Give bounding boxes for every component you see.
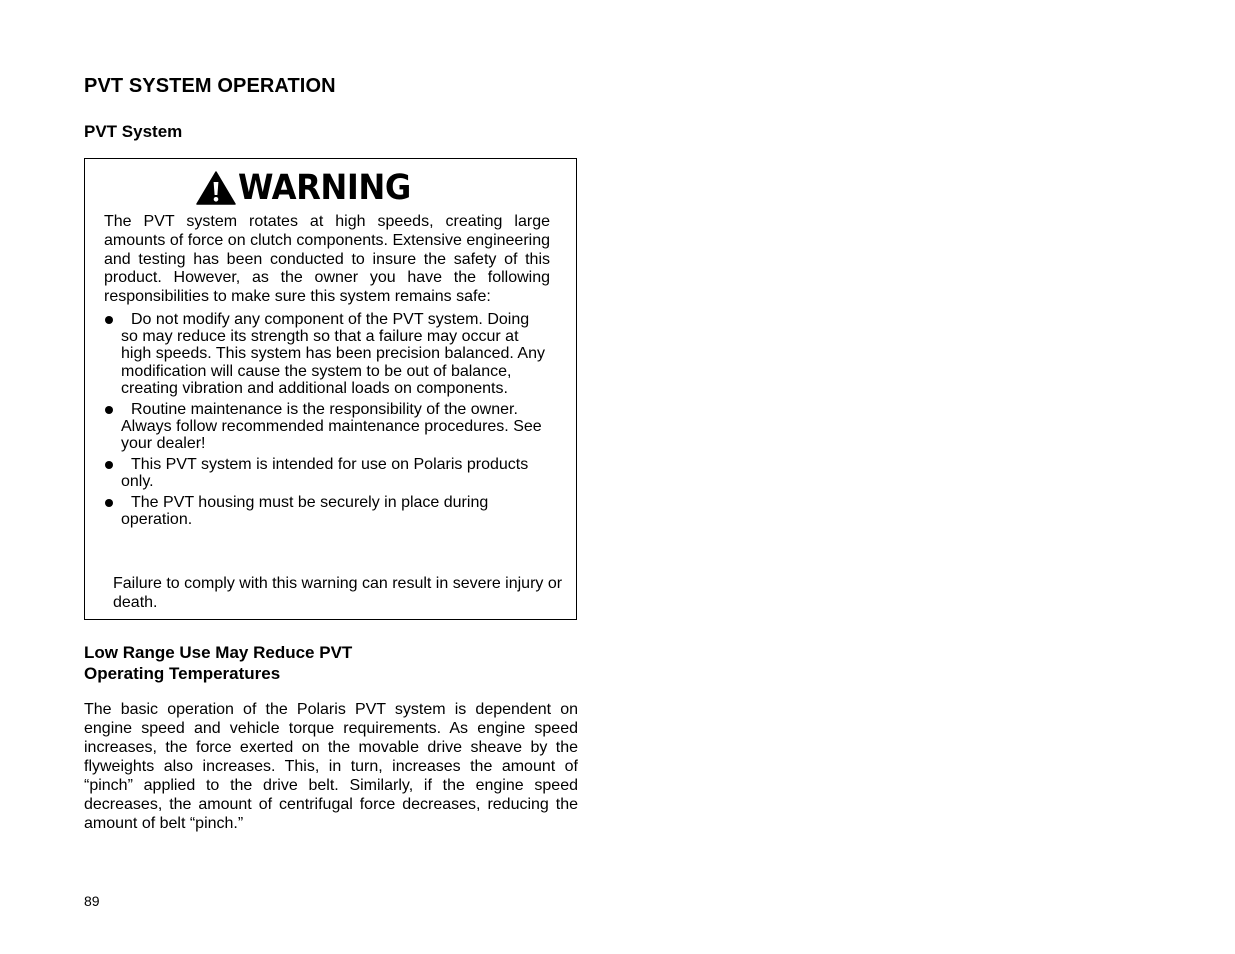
bullet-text: Do not modify any component of the PVT system. Doing so may reduce its strength so that a failure may occur at high speeds. This system has been precision balanced. Any modification will cause the system to be out of balance, creating vibration and additional loads on components. xyxy=(121,311,545,397)
low-range-title-line2: Operating Temperatures xyxy=(84,664,281,683)
warning-box xyxy=(84,158,577,620)
bullet-dot-icon xyxy=(105,406,113,414)
page-title: PVT SYSTEM OPERATION xyxy=(84,75,336,97)
bullet-dot-icon xyxy=(105,316,113,324)
warning-label: WARNING xyxy=(238,168,411,208)
low-range-title-line1: Low Range Use May Reduce PVT xyxy=(84,643,353,662)
list-item xyxy=(104,456,549,490)
warning-header xyxy=(196,167,426,209)
low-range-body: The basic operation of the Polaris PVT system is dependent on engine speed and vehicle torque requirements. As engine speed increases, the force exerted on the movable drive sheave by the flyweights also increases. This, in turn, increases the amount of “pinch” applied to the drive belt. Similarly, if the engine speed decreases, the amount of centrifugal force decreases, reducing the amount of belt “pinch.” xyxy=(84,701,578,832)
bullet-dot-icon xyxy=(105,461,113,469)
section-title-pvt-system: PVT System xyxy=(84,122,183,141)
bullet-text: Routine maintenance is the responsibility of the owner. Always follow recommended maintenance procedures. See your dealer! xyxy=(121,400,542,453)
bullet-dot-icon xyxy=(105,499,113,507)
list-item xyxy=(104,311,549,397)
warning-bullet-list xyxy=(104,311,549,532)
warning-triangle-icon xyxy=(196,171,236,205)
warning-footer: Failure to comply with this warning can result in severe injury or death. xyxy=(113,575,563,611)
bullet-text: This PVT system is intended for use on Polaris products only. xyxy=(121,455,529,491)
bullet-text: The PVT housing must be securely in place during operation. xyxy=(121,493,489,529)
warning-intro: The PVT system rotates at high speeds, creating large amounts of force on clutch components. Extensive engineering and testing has been conducted to insure the safety of this product. However, as the owner you have the following responsibilities to make sure this system remains safe: xyxy=(104,213,550,306)
list-item xyxy=(104,494,549,528)
page-number: 89 xyxy=(84,893,100,909)
low-range-title xyxy=(84,642,444,684)
list-item xyxy=(104,401,549,453)
